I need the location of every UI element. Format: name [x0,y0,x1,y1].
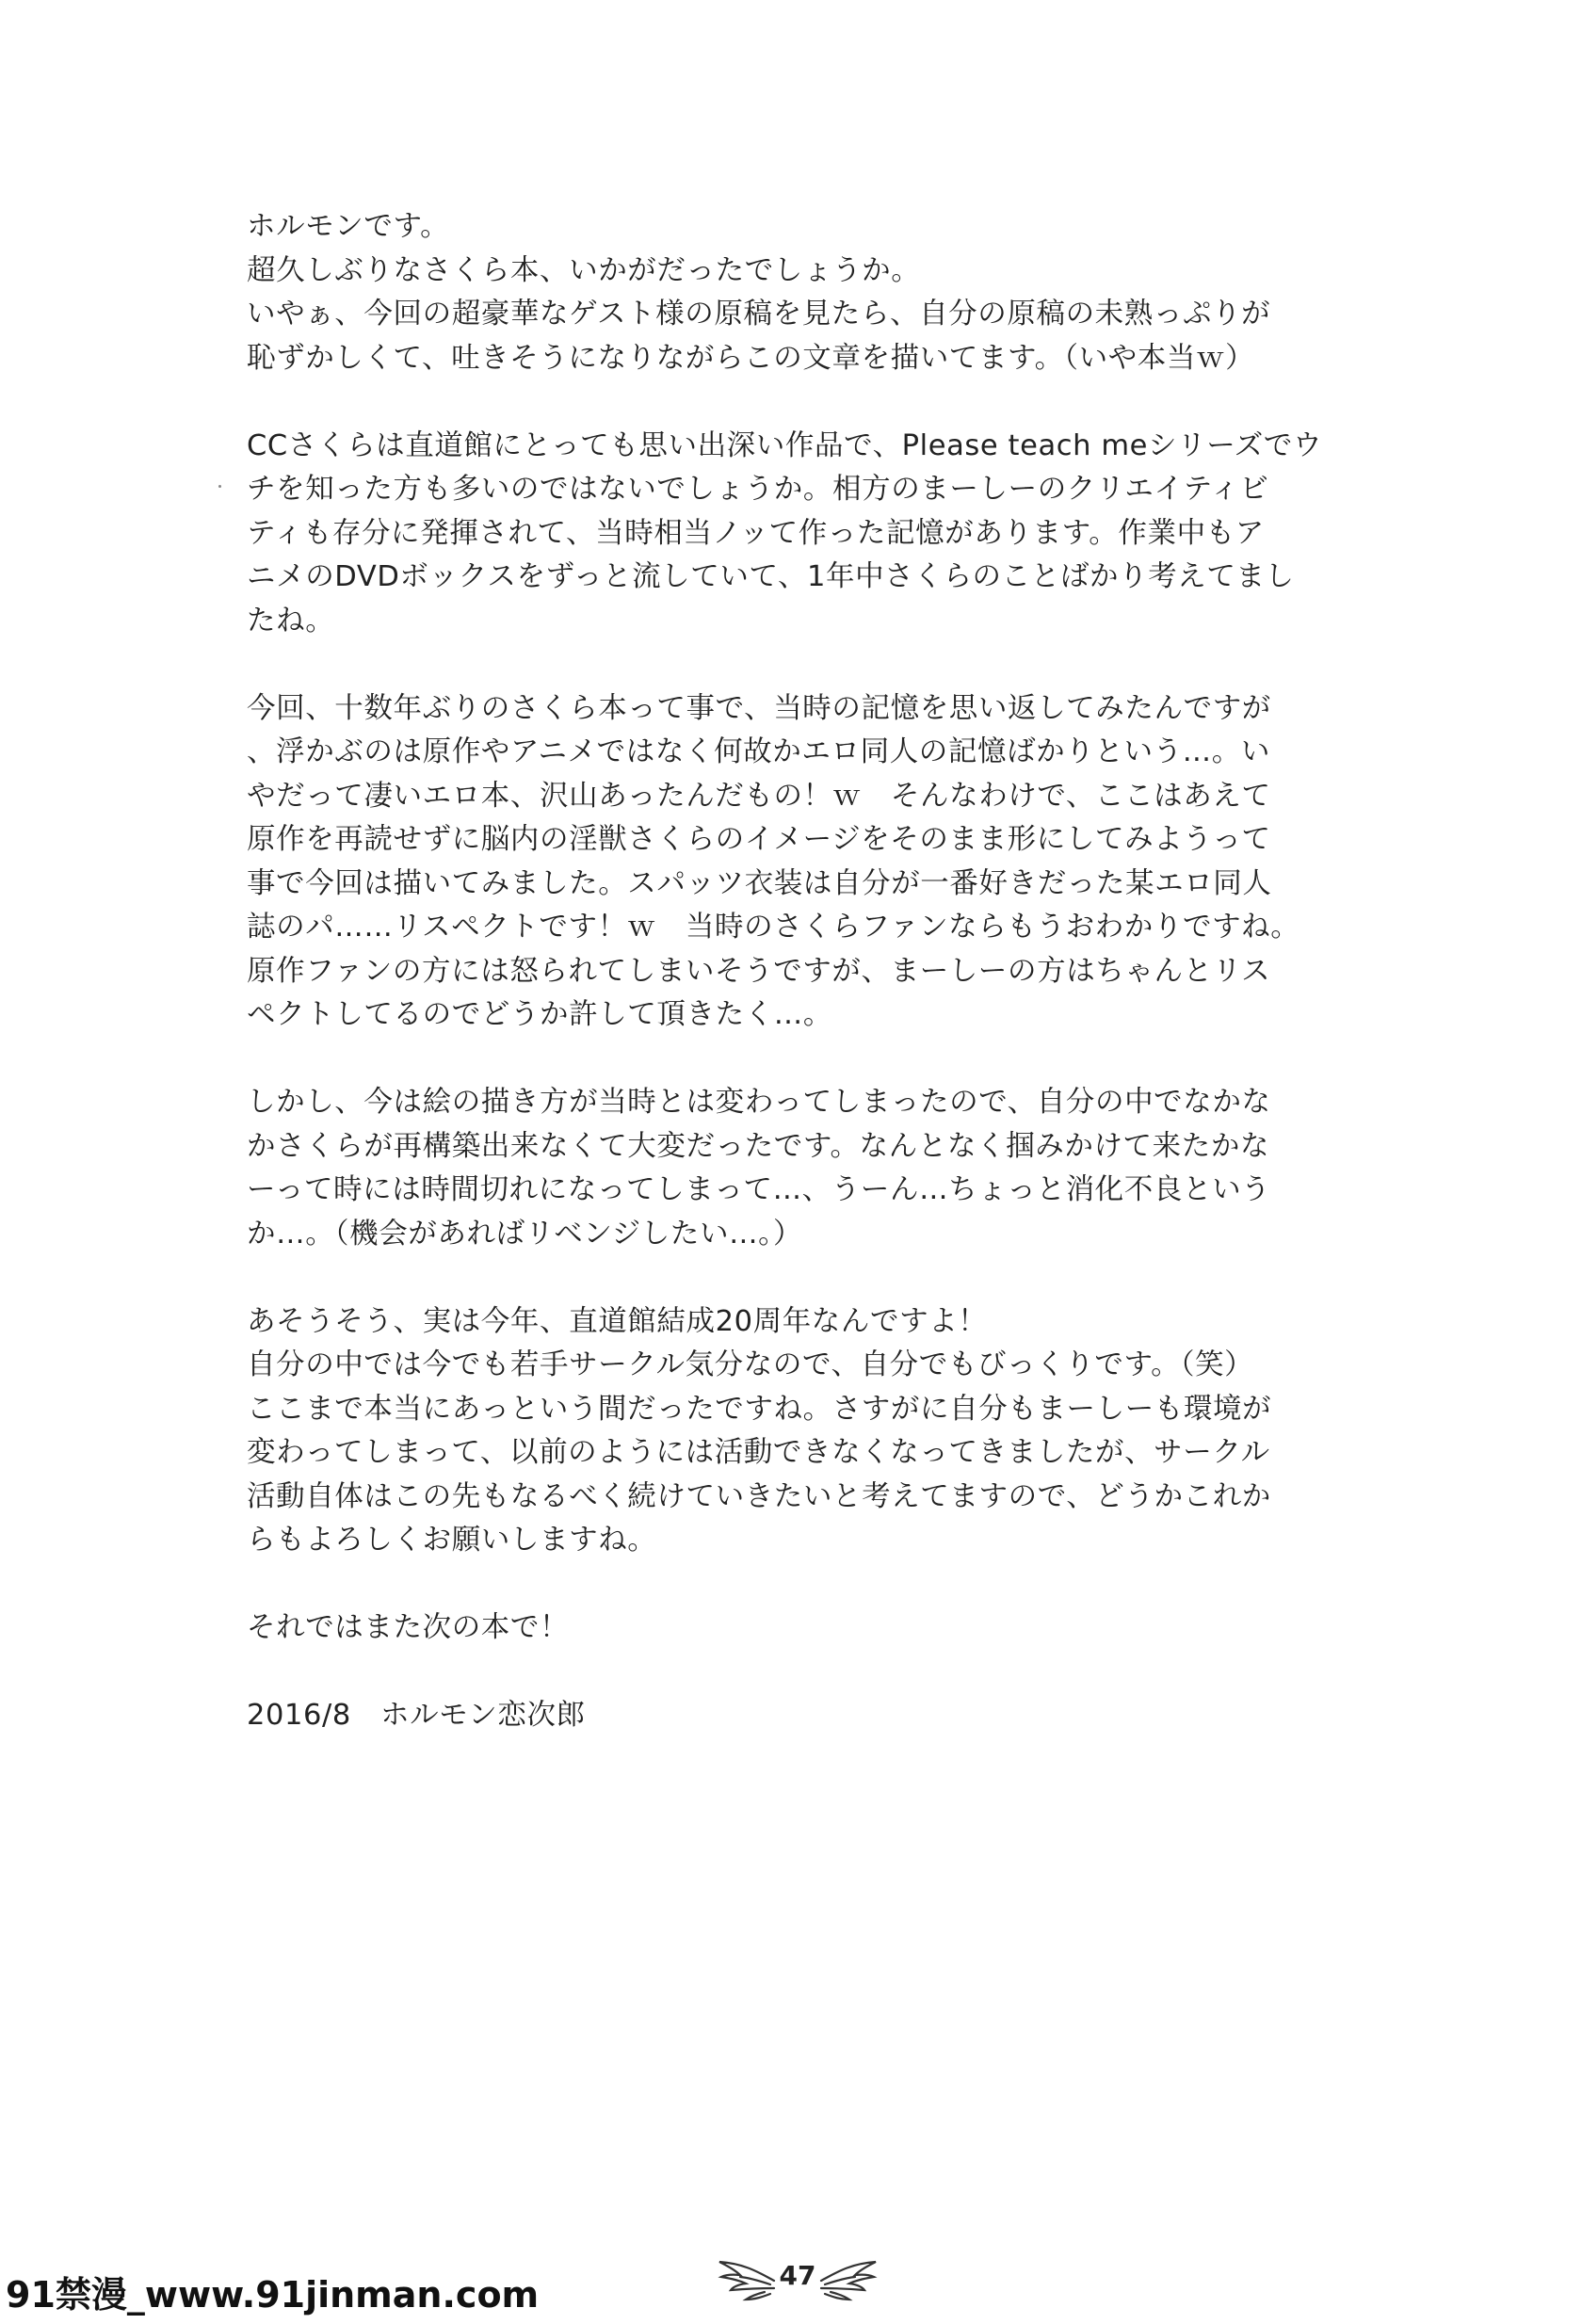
text-line: ホルモンです。 [247,210,450,243]
page-number-badge [708,2252,887,2309]
text-line: らもよろしくお願いしますね。 [247,1524,657,1557]
text-line: やだって凄いエロ本、沢山あったんだもの！ｗ そんなわけで、ここはあえて [247,779,1271,813]
text-line: 変わってしまって、以前のようには活動できなくなってきましたが、サークル [247,1436,1270,1469]
text-line: 原作ファンの方には怒られてしまいそうですが、まーしーの方はちゃんとリス [247,954,1271,988]
text-line: しかし、今は絵の描き方が当時とは変わってしまったので、自分の中でなかな [247,1086,1271,1119]
paragraph-1 [247,205,1339,380]
text-line: いやぁ、今回の超豪華なゲスト様の原稿を見たら、自分の原稿の未熟っぷりが [247,298,1271,331]
paragraph-6 [247,1606,1339,1651]
text-line: 恥ずかしくて、吐きそうになりながらこの文章を描いてます。（いや本当ｗ） [247,341,1255,375]
text-line: 誌のパ……リスペクトです！ｗ 当時のさくらファンならもうおわかりですね。 [247,911,1300,944]
text-line: 超久しぶりなさくら本、いかがだったでしょうか。 [247,253,921,287]
text-line: か…。（機会があればリベンジしたい…。） [247,1217,803,1251]
signature: 2016/8 ホルモン恋次郎 [247,1699,586,1732]
text-line: ーって時には時間切れになってしまって…、うーん…ちょっと消化不良という [247,1173,1271,1206]
text-line: ここまで本当にあっという間だったですね。さすがに自分もまーしーも環境が [247,1392,1272,1426]
text-line: 今回、十数年ぶりのさくら本って事で、当時の記憶を思い返してみたんですが [247,691,1271,725]
page-number: 47 [779,2260,816,2291]
text-line: 原作を再読せずに脳内の淫獣さくらのイメージをそのまま形にしてみようって [247,823,1271,856]
scan-speck [218,485,221,488]
text-line: たね。 [247,604,335,637]
text-line: 活動自体はこの先もなるべく続けていきたいと考えてますので、どうかこれか [247,1479,1271,1513]
paragraph-5 [247,1300,1339,1563]
text-line: かさくらが再構築出来なくて大変だったです。なんとなく掴みかけて来たかな [247,1129,1270,1163]
text-line: CCさくらは直道館にとっても思い出深い作品で、Please teach meシリーズでウ [247,428,1323,462]
text-line: 自分の中では今でも若手サークル気分なので、自分でもびっくりです。（笑） [247,1348,1254,1381]
text-line: チを知った方も多いのではないでしょうか。相方のまーしーのクリエイティビ [247,473,1269,506]
afterword-text [247,205,1339,1738]
text-line: 、浮かぶのは原作やアニメではなく何故かエロ同人の記憶ばかりという…。い [247,735,1270,768]
paragraph-4 [247,1081,1339,1256]
watermark-link[interactable]: 91禁漫_www.91jinman.com [0,2266,561,2324]
paragraph-3 [247,687,1339,1038]
text-line: ニメのDVDボックスをずっと流していて、1年中さくらのことばかり考えてまし [247,560,1295,593]
text-line: あそうそう、実は今年、直道館結成20周年なんですよ！ [247,1304,988,1338]
text-line: ペクトしてるのでどうか許して頂きたく…。 [247,998,832,1031]
paragraph-2 [247,425,1339,644]
text-line: それではまた次の本で！ [247,1611,570,1644]
text-line: 事で今回は描いてみました。スパッツ衣装は自分が一番好きだった某エロ同人 [247,866,1272,900]
text-line: ティも存分に発揮されて、当時相当ノッて作った記憶があります。作業中もア [247,516,1265,550]
